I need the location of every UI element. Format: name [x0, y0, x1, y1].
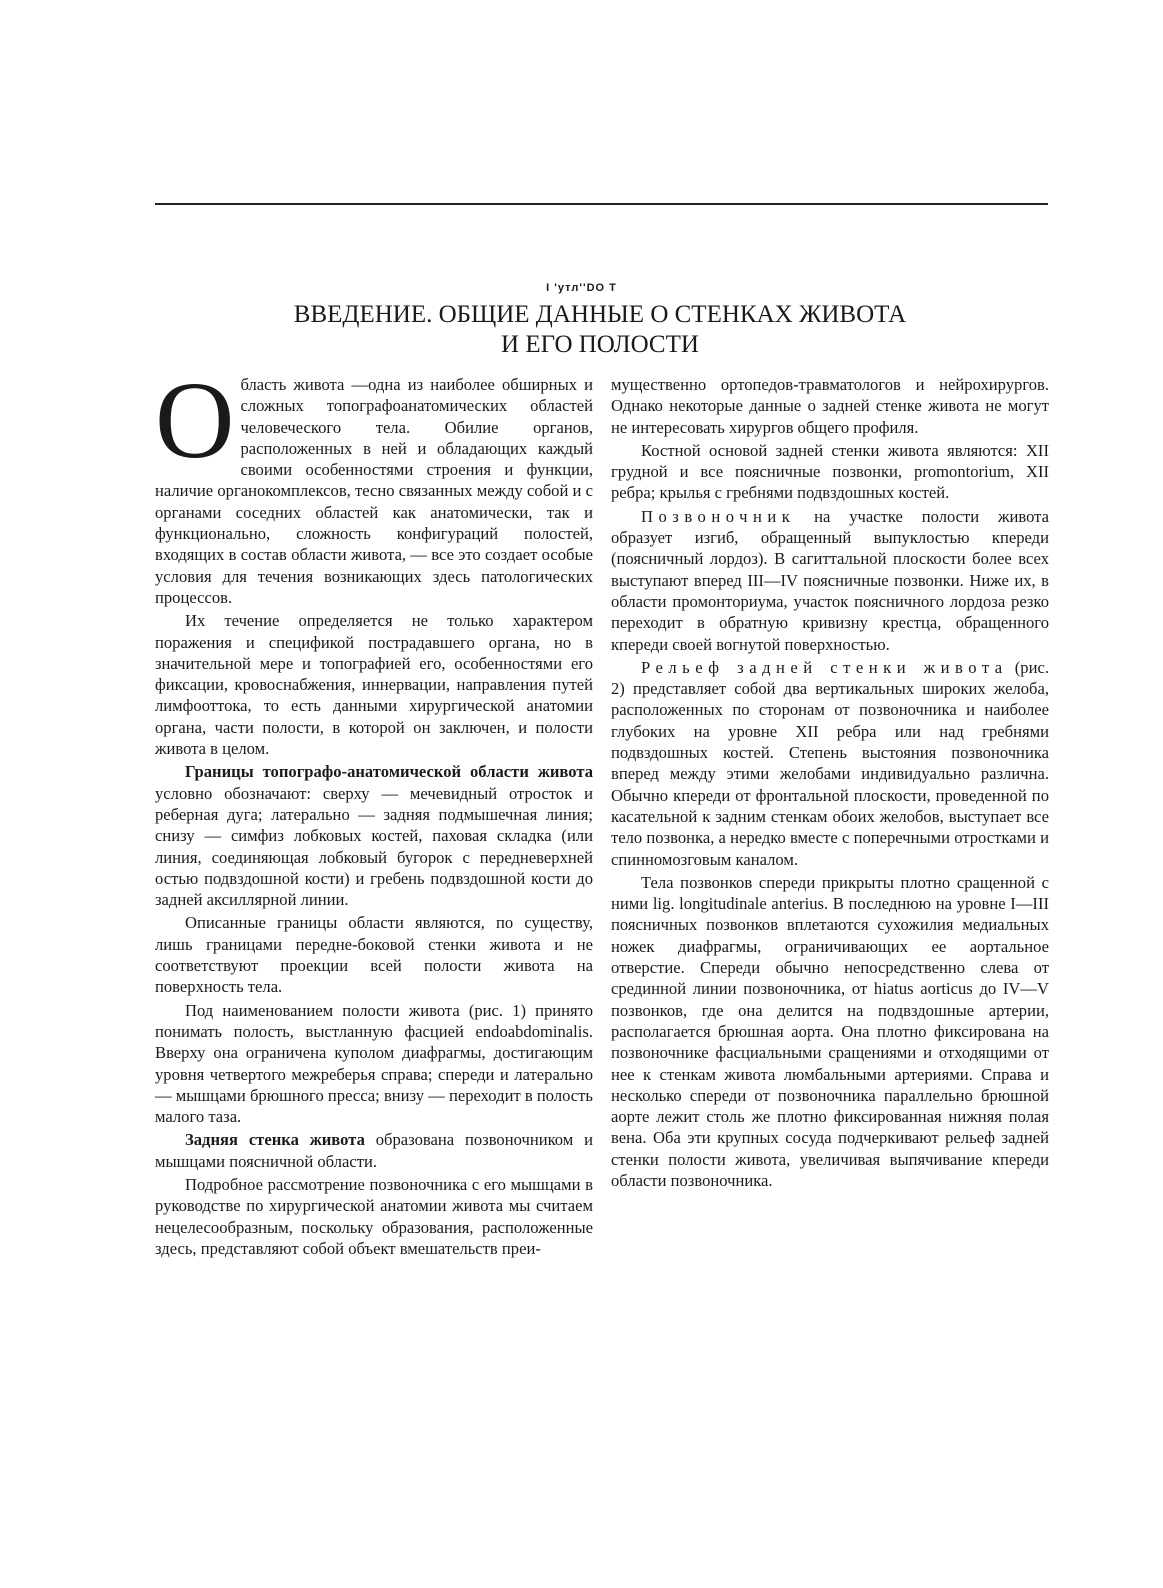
- title-line-2: И ЕГО ПОЛОСТИ: [501, 331, 699, 358]
- paragraph-posterior-wall: Задняя стенка живота образована позвоночником и мышцами поясничной области.: [155, 1130, 594, 1171]
- paragraph: Описанные границы области являются, по существу, лишь границами передне-боковой стенки живота и не соответствуют проекции всей полости живота на поверхность тела.: [155, 913, 593, 997]
- paragraph: Костной основой задней стенки живота являются: XII грудной и все поясничные позвонки, promontorium, XII ребра; крылья с гребнями подвздошных костей.: [611, 440, 1049, 503]
- paragraph-intro-text: бласть живота —одна из наиболее обширных и сложных топографоанатомических областей человеческого тела. Обилие органов, расположенных в ней и обладающих каждый своими особенностями строения и функции, наличие органокомплексов, тесно связанных между собой и с органами соседних областей как анатомически, так и функционально, сложность конфигураций полостей, входящих в состав области живота, — все это создает особые условия для течения возникающих здесь патологических процессов.: [155, 375, 593, 607]
- paragraph: Под наименованием полости живота (рис. 1) принято понимать полость, выстланную фасцией endoabdominalis. Вверху она ограничена куполом диафрагмы, достигающим уровня четвертого межреберья справа; спереди и латерально — мышцами брюшного пресса; внизу — переходит в полость малого таза.: [155, 1000, 593, 1127]
- chapter-label: I 'утл''DO T: [546, 282, 617, 294]
- chapter-title: [200, 300, 1000, 360]
- drop-cap: О: [155, 359, 235, 481]
- paragraph-boundaries: Границы топографо-анатомической области живота условно обозначают: сверху — мечевидный отросток и реберная дуга; латерально — задняя подмышечная линия; снизу — симфиз лобковых костей, паховая складка (или линия, соединяющая лобковый бугорок с передневерхней остью подвздошной кости) и гребень подвздошной кости до задней аксиллярной линии.: [155, 762, 593, 910]
- paragraph-spine: Позвоночник на участке полости живота образует изгиб, обращенный выпуклостью кпереди (поясничный лордоз). В сагиттальной плоскости более всех выступают вперед III—IV поясничные позвонки. Ниже их, в области промонториума, участок поясничного лордоза резко переходит в обратную кривизну крестца, обращенного кпереди своей вогнутой поверхностью.: [611, 506, 1049, 654]
- left-column: [155, 359, 594, 1261]
- paragraph: Тела позвонков спереди прикрыты плотно сращенной с ними lig. longitudinale anterius. В последнюю на уровне I—III поясничных позвонков вплетаются сухожилия медиальных ножек диафрагмы, ограничивающих ее аортальное отверстие. Спереди обычно непосредственно слева от срединной линии позвоночника, от hiatus aorticus до IV—V позвонков, где она делится на подвздошные артерии, располагается брюшная аорта. Она плотно фиксирована на позвоночнике фасциальными сращениями и отходящими от нее к стенкам живота люмбальными артериями. Справа и несколько спереди от позвоночника параллельно брюшной аорте лежит столь же плотно фиксированная нижняя полая вена. Оба эти крупных сосуда подчеркивают рельеф задней стенки полости живота, увеличивая выпячивание кпереди области позвоночника.: [611, 872, 1049, 1190]
- term-spine: Позвоночник: [641, 506, 796, 526]
- term-boundaries: Границы топографо-анатомической области живота: [185, 762, 593, 782]
- term-relief: Рельеф задней стенки живота: [641, 657, 1008, 677]
- paragraph: мущественно ортопедов-травматологов и нейрохирургов. Однако некоторые данные о задней стенке живота не могут не интересовать хирургов общего профиля.: [611, 375, 1049, 437]
- term-posterior-wall: Задняя стенка живота: [185, 1130, 365, 1150]
- paragraph: Подробное рассмотрение позвоночника с его мышцами в руководстве по хирургической анатомии живота мы считаем нецелесообразным, поскольку образования, расположенные здесь, представляют собой объект вмешательств преи-: [155, 1174, 593, 1258]
- title-line-1: ВВЕДЕНИЕ. ОБЩИЕ ДАННЫЕ О СТЕНКАХ ЖИВОТА: [293, 301, 907, 328]
- paragraph-intro: [155, 359, 593, 608]
- right-column: [611, 374, 1049, 1193]
- paragraph: Их течение определяется не только характером поражения и спецификой пострадавшего органа, но в значительной мере и топографией его, особенностями его фиксации, кровоснабжения, иннервации, направления путей лимфооттока, то есть данными хирургической анатомии органа, части полости, в которой он заключен, и полости живота в целом.: [155, 611, 593, 759]
- header-rule: [155, 203, 1048, 205]
- paragraph-relief: Рельеф задней стенки живота (рис. 2) представляет собой два вертикальных широких желоба, расположенных по сторонам от позвоночника и наиболее глубоких на уровне XII ребра или над гребнями подвздошных костей. Степень выстояния позвоночника вперед между этими желобами индивидуально различна. Обычно кпереди от фронтальной плоскости, проведенной по касательной к задним стенкам обоих желобов, выступает все тело позвонка, а нередко вместе с поперечными отростками и спинномозговым каналом.: [611, 657, 1049, 869]
